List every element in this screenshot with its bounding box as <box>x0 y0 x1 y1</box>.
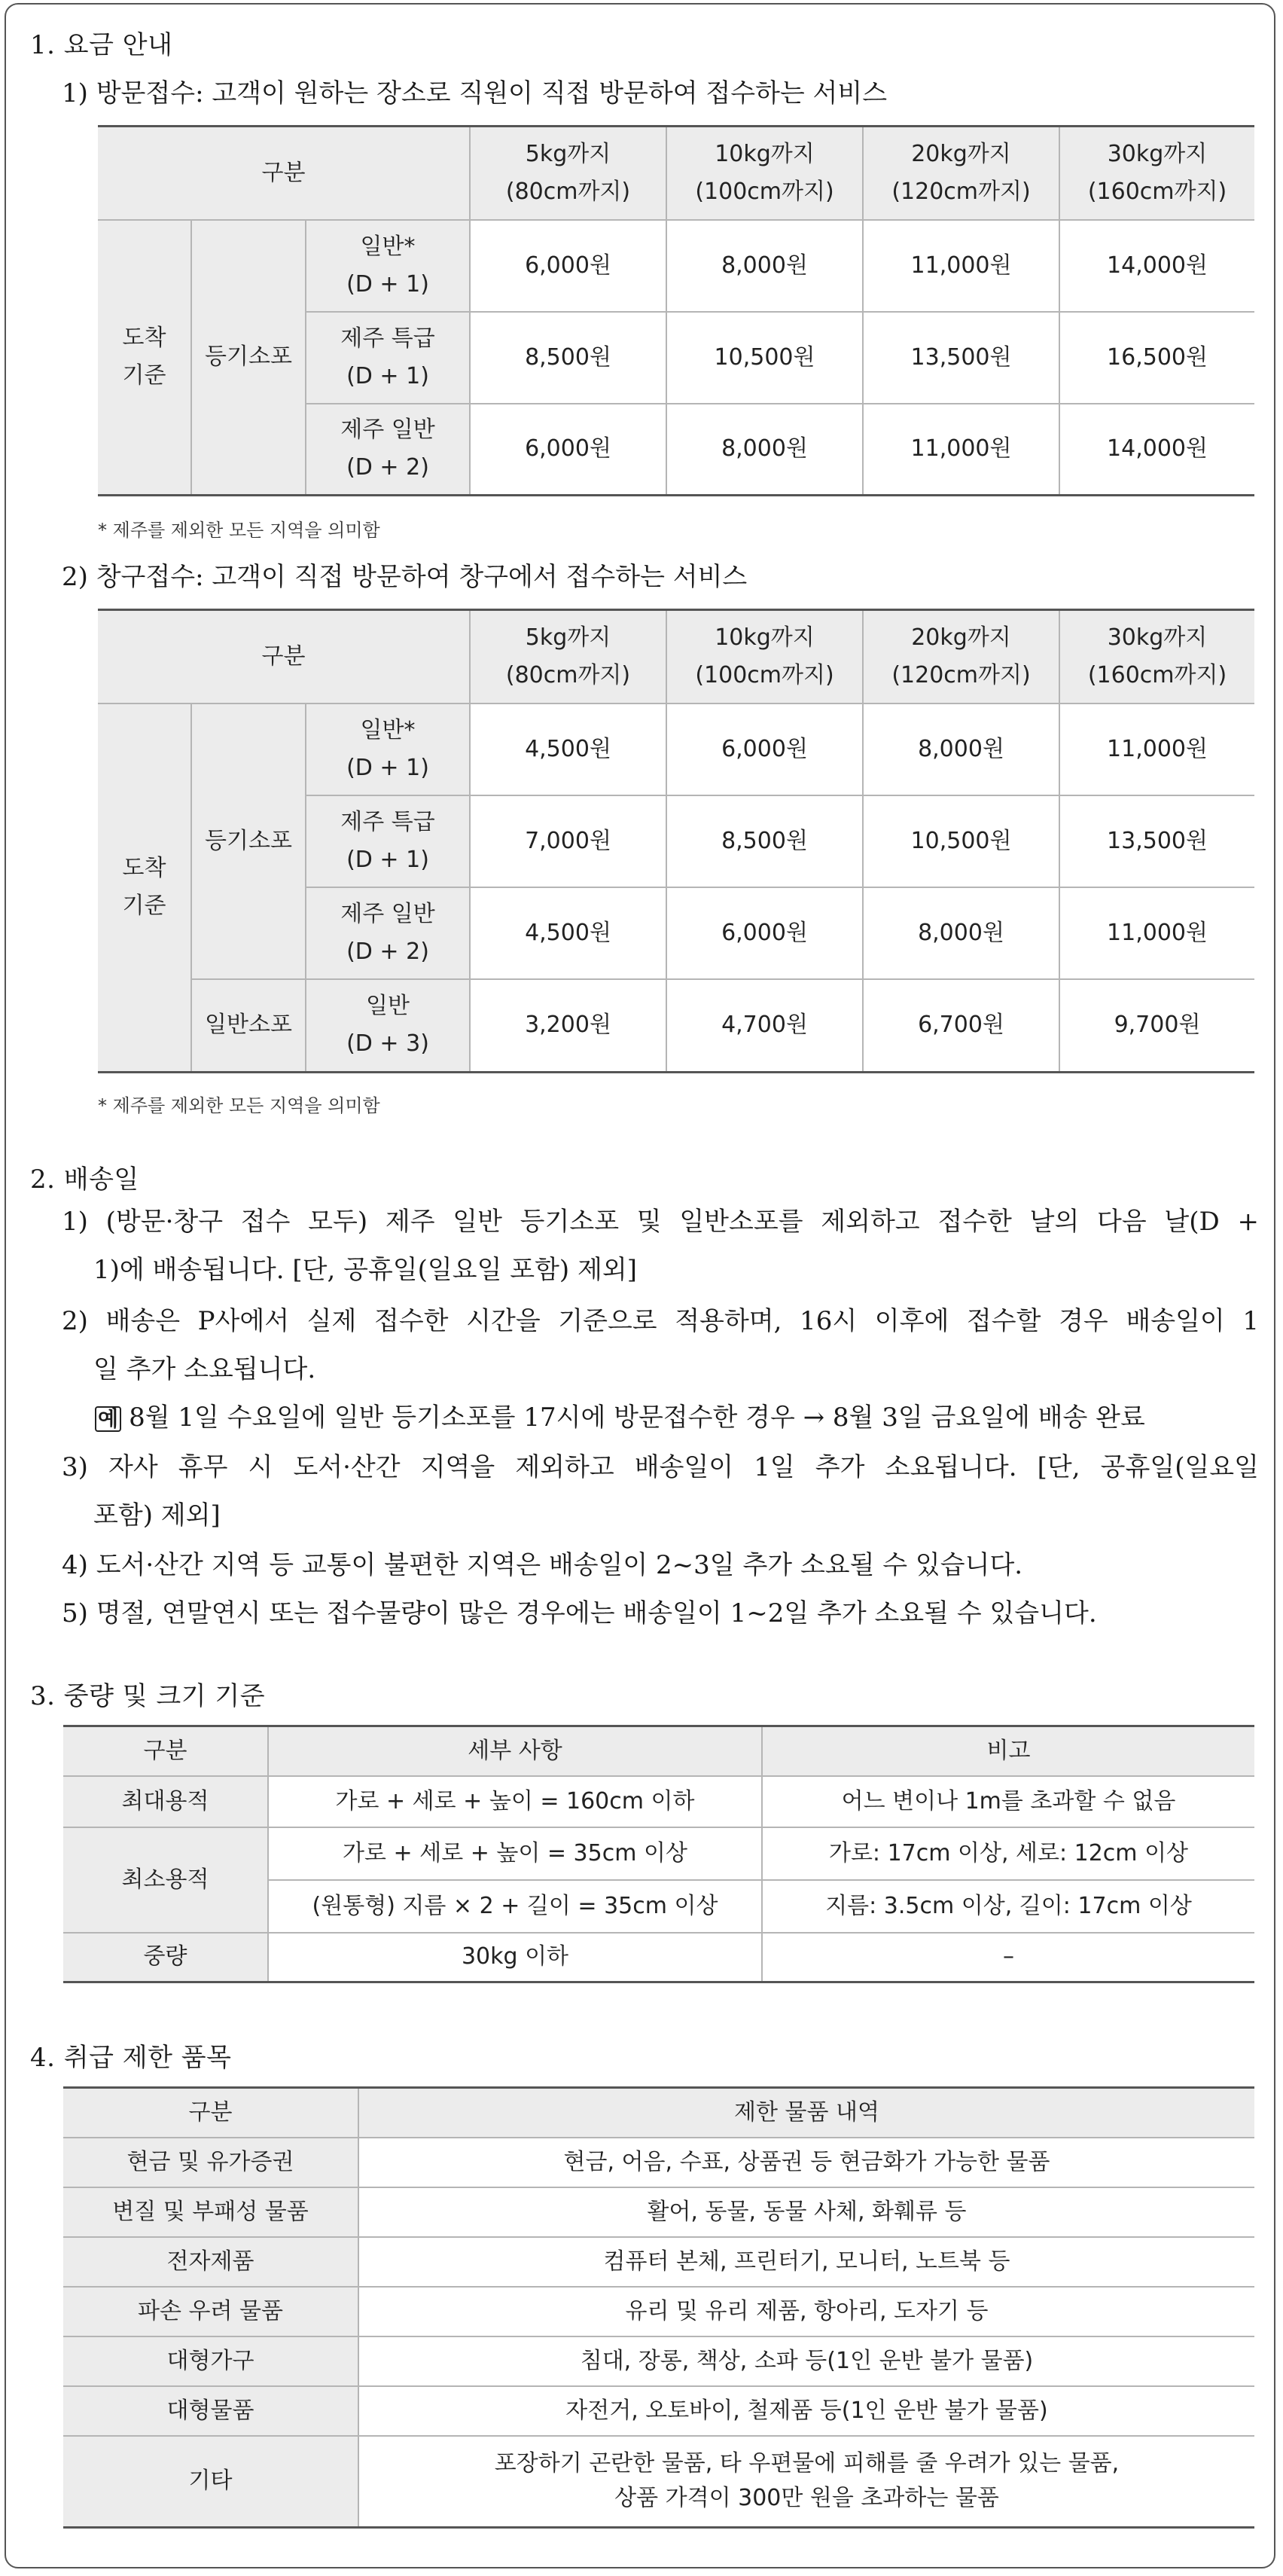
row-label: 일반 (D + 3) <box>306 979 470 1073</box>
max-volume-note: 어느 변이나 1m를 초과할 수 없음 <box>762 1776 1254 1827</box>
cat-registered: 등기소포 <box>191 220 306 496</box>
rate-cell: 13,500원 <box>863 312 1059 404</box>
header-weight-30: 30kg까지 (160cm까지) <box>1059 127 1254 220</box>
max-volume-detail: 가로 + 세로 + 높이 = 160cm 이하 <box>268 1776 762 1827</box>
header-weight-10: 10kg까지 (100cm까지) <box>666 610 863 704</box>
rate-cell: 6,000원 <box>470 404 666 496</box>
rate-cell: 6,000원 <box>666 887 863 979</box>
delivery-item-3a: 3) 자사 휴무 시 도서·산간 지역을 제외하고 배송일이 1일 추가 소요됩니다. [단, 공휴일(일요일 <box>62 1452 1259 1482</box>
delivery-item-2b: 일 추가 소요됩니다. <box>93 1354 316 1384</box>
rate-cell: 10,500원 <box>666 312 863 404</box>
restricted-category: 변질 및 부패성 물품 <box>63 2187 358 2237</box>
restricted-items-other: 포장하기 곤란한 물품, 타 우편물에 피해를 줄 우려가 있는 물품, 상품 가격이 300만 원을 초과하는 물품 <box>358 2436 1254 2528</box>
rate-cell: 4,500원 <box>470 704 666 795</box>
rate-cell: 11,000원 <box>1059 887 1254 979</box>
delivery-item-1b: 1)에 배송됩니다. [단, 공휴일(일요일 포함) 제외] <box>93 1255 637 1285</box>
min-volume-note-1: 가로: 17cm 이상, 세로: 12cm 이상 <box>762 1827 1254 1880</box>
footnote-1: * 제주를 제외한 모든 지역을 의미함 <box>98 520 380 541</box>
rate-cell: 11,000원 <box>1059 704 1254 795</box>
visit-rate-table <box>98 125 1254 496</box>
example-badge: 예 <box>95 1406 121 1432</box>
header-category: 구분 <box>98 610 470 704</box>
group-arrival: 도착 기준 <box>98 704 191 1073</box>
restricted-items: 자전거, 오토바이, 철제품 등(1인 운반 불가 물품) <box>358 2386 1254 2436</box>
visit-service-subtitle: 1) 방문접수: 고객이 원하는 장소로 직원이 직접 방문하여 접수하는 서비스 <box>62 78 888 108</box>
size-standard-table <box>63 1725 1254 1983</box>
rate-cell: 8,000원 <box>666 220 863 312</box>
restricted-category-other: 기타 <box>63 2436 358 2528</box>
delivery-item-4: 4) 도서·산간 지역 등 교통이 불편한 지역은 배송일이 2~3일 추가 소요될 수 있습니다. <box>62 1550 1023 1580</box>
header-category: 구분 <box>63 1726 268 1776</box>
rate-cell: 16,500원 <box>1059 312 1254 404</box>
restricted-category: 대형물품 <box>63 2386 358 2436</box>
counter-service-subtitle: 2) 창구접수: 고객이 직접 방문하여 창구에서 접수하는 서비스 <box>62 562 748 592</box>
weight-detail: 30kg 이하 <box>268 1933 762 1982</box>
restricted-items-table <box>63 2086 1254 2529</box>
cat-registered: 등기소포 <box>191 704 306 979</box>
rate-cell: 9,700원 <box>1059 979 1254 1073</box>
rate-cell: 7,000원 <box>470 795 666 887</box>
min-volume-detail-2: (원통형) 지름 × 2 + 길이 = 35cm 이상 <box>268 1880 762 1933</box>
delivery-item-3b: 포함) 제외] <box>93 1500 221 1531</box>
rate-cell: 4,500원 <box>470 887 666 979</box>
rate-cell: 11,000원 <box>863 404 1059 496</box>
section-1-title: 1. 요금 안내 <box>30 30 173 60</box>
row-label: 일반* (D + 1) <box>306 704 470 795</box>
rate-cell: 6,700원 <box>863 979 1059 1073</box>
rate-cell: 8,500원 <box>666 795 863 887</box>
restricted-category: 대형가구 <box>63 2336 358 2386</box>
rate-cell: 8,000원 <box>863 887 1059 979</box>
section-2-title: 2. 배송일 <box>30 1164 139 1195</box>
delivery-item-1a: 1) (방문·창구 접수 모두) 제주 일반 등기소포 및 일반소포를 제외하고 접수한 날의 다음 날(D + <box>62 1207 1259 1237</box>
restricted-items: 현금, 어음, 수표, 상품권 등 현금화가 가능한 물품 <box>358 2138 1254 2187</box>
min-volume-detail-1: 가로 + 세로 + 높이 = 35cm 이상 <box>268 1827 762 1880</box>
header-detail: 세부 사항 <box>268 1726 762 1776</box>
weight-label: 중량 <box>63 1933 268 1982</box>
rate-cell: 11,000원 <box>863 220 1059 312</box>
rate-cell: 6,000원 <box>666 704 863 795</box>
rate-cell: 14,000원 <box>1059 220 1254 312</box>
rate-cell: 13,500원 <box>1059 795 1254 887</box>
row-label: 제주 특급 (D + 1) <box>306 795 470 887</box>
delivery-example: 예 8월 1일 수요일에 일반 등기소포를 17시에 방문접수한 경우 → 8월 3일 금요일에 배송 완료 <box>95 1404 1145 1432</box>
section-4-title: 4. 취급 제한 품목 <box>30 2043 232 2073</box>
header-category: 구분 <box>63 2088 358 2138</box>
header-items: 제한 물품 내역 <box>358 2088 1254 2138</box>
header-weight-5: 5kg까지 (80cm까지) <box>470 610 666 704</box>
restricted-category: 현금 및 유가증권 <box>63 2138 358 2187</box>
group-arrival: 도착 기준 <box>98 220 191 496</box>
row-label: 제주 특급 (D + 1) <box>306 312 470 404</box>
row-label: 제주 일반 (D + 2) <box>306 404 470 496</box>
footnote-2: * 제주를 제외한 모든 지역을 의미함 <box>98 1095 380 1116</box>
min-volume-note-2: 지름: 3.5cm 이상, 길이: 17cm 이상 <box>762 1880 1254 1933</box>
section-3-title: 3. 중량 및 크기 기준 <box>30 1681 266 1711</box>
header-weight-20: 20kg까지 (120cm까지) <box>863 127 1059 220</box>
rate-cell: 14,000원 <box>1059 404 1254 496</box>
rate-cell: 8,000원 <box>666 404 863 496</box>
rate-cell: 3,200원 <box>470 979 666 1073</box>
row-label: 제주 일반 (D + 2) <box>306 887 470 979</box>
header-category: 구분 <box>98 127 470 220</box>
rate-cell: 6,000원 <box>470 220 666 312</box>
min-volume-label: 최소용적 <box>63 1827 268 1933</box>
cat-general: 일반소포 <box>191 979 306 1073</box>
restricted-category: 파손 우려 물품 <box>63 2287 358 2336</box>
restricted-items: 활어, 동물, 동물 사체, 화훼류 등 <box>358 2187 1254 2237</box>
header-weight-5: 5kg까지 (80cm까지) <box>470 127 666 220</box>
restricted-items: 컴퓨터 본체, 프린터기, 모니터, 노트북 등 <box>358 2237 1254 2287</box>
delivery-item-5: 5) 명절, 연말연시 또는 접수물량이 많은 경우에는 배송일이 1~2일 추가 소요될 수 있습니다. <box>62 1598 1097 1628</box>
restricted-items: 침대, 장롱, 책상, 소파 등(1인 운반 불가 물품) <box>358 2336 1254 2386</box>
rate-cell: 4,700원 <box>666 979 863 1073</box>
restricted-items: 유리 및 유리 제품, 항아리, 도자기 등 <box>358 2287 1254 2336</box>
rate-cell: 10,500원 <box>863 795 1059 887</box>
header-weight-10: 10kg까지 (100cm까지) <box>666 127 863 220</box>
restricted-category: 전자제품 <box>63 2237 358 2287</box>
rate-cell: 8,000원 <box>863 704 1059 795</box>
header-weight-20: 20kg까지 (120cm까지) <box>863 610 1059 704</box>
row-label: 일반* (D + 1) <box>306 220 470 312</box>
weight-note: – <box>762 1933 1254 1982</box>
delivery-item-2a: 2) 배송은 P사에서 실제 접수한 시간을 기준으로 적용하며, 16시 이후에 접수할 경우 배송일이 1 <box>62 1306 1259 1336</box>
counter-rate-table <box>98 609 1254 1073</box>
header-note: 비고 <box>762 1726 1254 1776</box>
header-weight-30: 30kg까지 (160cm까지) <box>1059 610 1254 704</box>
max-volume-label: 최대용적 <box>63 1776 268 1827</box>
rate-cell: 8,500원 <box>470 312 666 404</box>
